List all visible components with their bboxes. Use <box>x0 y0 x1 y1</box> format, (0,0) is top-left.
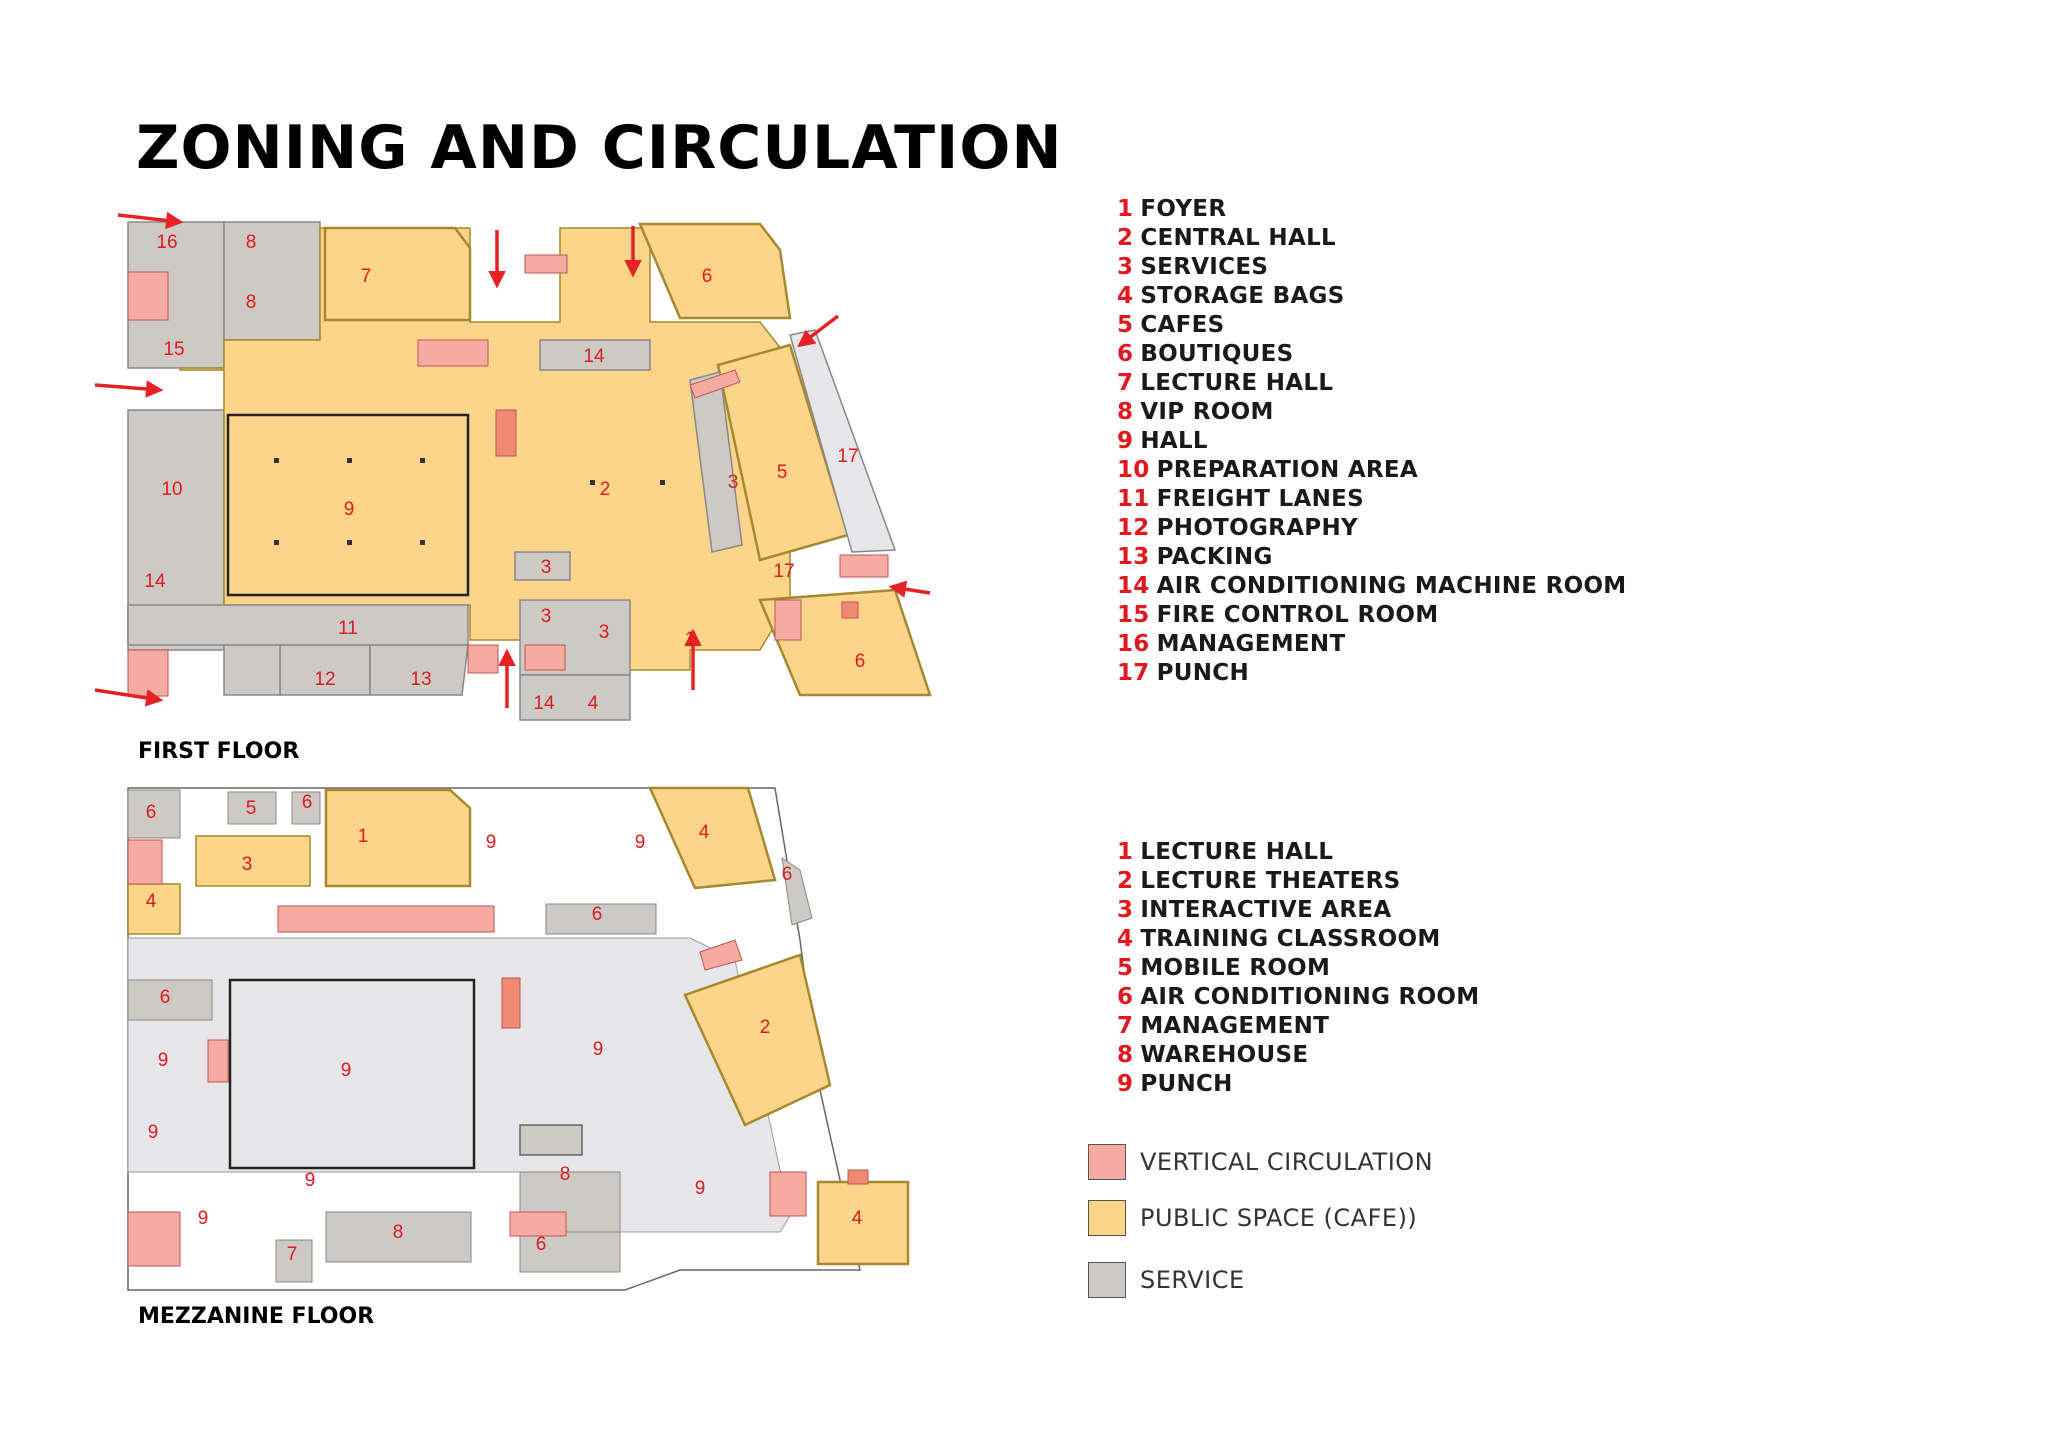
mezz-room-9-label-i: 9 <box>197 1208 209 1229</box>
legend-item <box>1117 1041 1479 1070</box>
mezzanine-floor-legend <box>1117 838 1479 1099</box>
legend-item <box>1117 311 1627 340</box>
legend-name: WAREHOUSE <box>1140 1042 1309 1068</box>
legend-number: 6 <box>1117 984 1134 1010</box>
legend-item <box>1117 369 1627 398</box>
mezz-vc-4 <box>208 1040 228 1082</box>
legend-item <box>1117 514 1627 543</box>
legend-item <box>1117 543 1627 572</box>
room-5-label: 5 <box>776 462 788 483</box>
mezz-vc-6 <box>510 1212 566 1236</box>
mezz-vc-1 <box>128 840 162 884</box>
legend-number: 14 <box>1117 573 1150 599</box>
legend-item <box>1117 983 1479 1012</box>
mezz-room-4-label-a: 4 <box>698 822 710 843</box>
mezz-room-1-label: 1 <box>357 826 369 847</box>
legend-number: 4 <box>1117 283 1134 309</box>
room-4-label: 4 <box>587 693 599 714</box>
legend-item <box>1117 340 1627 369</box>
legend-number: 12 <box>1117 515 1150 541</box>
room-12-label: 12 <box>314 669 336 690</box>
mezzanine-floor-label: MEZZANINE FLOOR <box>138 1304 375 1329</box>
legend-item <box>1117 1012 1479 1041</box>
mezz-vc-5 <box>128 1212 180 1266</box>
key-service <box>1088 1262 1245 1298</box>
legend-item <box>1117 224 1627 253</box>
legend-name: PUNCH <box>1156 660 1250 686</box>
legend-name: INTERACTIVE AREA <box>1140 897 1392 923</box>
mezz-room-6-label-a: 6 <box>145 802 157 823</box>
mezz-vc-9 <box>848 1170 868 1184</box>
legend-name: FREIGHT LANES <box>1156 486 1365 512</box>
legend-number: 11 <box>1117 486 1150 512</box>
legend-number: 16 <box>1117 631 1150 657</box>
legend-item <box>1117 659 1627 688</box>
legend-item <box>1117 896 1479 925</box>
room-2-label: 2 <box>599 479 611 500</box>
key-swatch-service <box>1088 1262 1126 1298</box>
legend-item <box>1117 195 1627 224</box>
legend-number: 5 <box>1117 312 1134 338</box>
room-16-label: 16 <box>156 232 178 253</box>
legend-number: 4 <box>1117 926 1134 952</box>
legend-name: MANAGEMENT <box>1140 1013 1330 1039</box>
legend-item <box>1117 867 1479 896</box>
legend-name: TRAINING CLASSROOM <box>1140 926 1441 952</box>
legend-name: LECTURE HALL <box>1140 370 1334 396</box>
legend-name: MANAGEMENT <box>1156 631 1346 657</box>
legend-item <box>1117 572 1627 601</box>
room-13-label: 13 <box>410 669 432 690</box>
room-8-label-a: 8 <box>245 232 257 253</box>
key-label-public: PUBLIC SPACE (CAFE)) <box>1140 1204 1418 1232</box>
legend-item <box>1117 954 1479 983</box>
room-3-label-d: 3 <box>598 622 610 643</box>
first-floor-label: FIRST FLOOR <box>138 739 300 764</box>
legend-name: LECTURE THEATERS <box>1140 868 1401 894</box>
legend-number: 2 <box>1117 225 1134 251</box>
legend-name: AIR CONDITIONING ROOM <box>1140 984 1480 1010</box>
legend-name: PREPARATION AREA <box>1156 457 1419 483</box>
legend-item <box>1117 427 1627 456</box>
legend-number: 8 <box>1117 1042 1134 1068</box>
mezz-room-6-label-d: 6 <box>591 904 603 925</box>
mezz-room-9-label-b: 9 <box>634 832 646 853</box>
legend-item <box>1117 485 1627 514</box>
first-floor-legend <box>1117 195 1627 688</box>
room-6-label-a: 6 <box>701 266 713 287</box>
legend-number: 8 <box>1117 399 1134 425</box>
legend-number: 10 <box>1117 457 1150 483</box>
legend-name: BOUTIQUES <box>1140 341 1294 367</box>
room-14-label-b: 14 <box>144 571 166 592</box>
legend-name: HALL <box>1140 428 1208 454</box>
mezz-room-6-label-f: 6 <box>535 1234 547 1255</box>
legend-item <box>1117 282 1627 311</box>
mezz-room-9-label-a: 9 <box>485 832 497 853</box>
legend-name: CENTRAL HALL <box>1140 225 1336 251</box>
key-public-space <box>1088 1200 1417 1236</box>
legend-number: 15 <box>1117 602 1150 628</box>
mezz-room-9-label-c: 9 <box>157 1050 169 1071</box>
legend-name: CAFES <box>1140 312 1225 338</box>
mezz-room-9-label-d: 9 <box>340 1060 352 1081</box>
mezz-room-2-label: 2 <box>759 1017 771 1038</box>
room-3-label-c: 3 <box>540 606 552 627</box>
legend-number: 1 <box>1117 839 1134 865</box>
room-10-label: 10 <box>161 479 183 500</box>
mezz-room-6-label-c: 6 <box>781 864 793 885</box>
room-8-label-b: 8 <box>245 292 257 313</box>
legend-number: 2 <box>1117 868 1134 894</box>
legend-name: AIR CONDITIONING MACHINE ROOM <box>1156 573 1627 599</box>
key-label-service: SERVICE <box>1140 1266 1245 1294</box>
legend-number: 3 <box>1117 897 1134 923</box>
mezz-public-lecture-hall-1 <box>326 790 470 886</box>
legend-name: SERVICES <box>1140 254 1269 280</box>
mezz-public-training-4-se <box>818 1182 908 1264</box>
mezz-vc-2 <box>278 906 494 932</box>
mezz-room-9-label-e: 9 <box>592 1039 604 1060</box>
legend-item <box>1117 398 1627 427</box>
legend-name: FIRE CONTROL ROOM <box>1156 602 1439 628</box>
legend-item <box>1117 838 1479 867</box>
mezz-room-9-label-h: 9 <box>694 1178 706 1199</box>
legend-number: 13 <box>1117 544 1150 570</box>
mezz-room-6-label-e: 6 <box>159 987 171 1008</box>
room-7-label: 7 <box>360 266 372 287</box>
key-swatch-vertical <box>1088 1144 1126 1180</box>
legend-number: 3 <box>1117 254 1134 280</box>
room-15-label: 15 <box>163 339 185 360</box>
legend-name: STORAGE BAGS <box>1140 283 1345 309</box>
legend-name: LECTURE HALL <box>1140 839 1334 865</box>
legend-item <box>1117 601 1627 630</box>
legend-number: 7 <box>1117 370 1134 396</box>
key-swatch-public <box>1088 1200 1126 1236</box>
legend-item <box>1117 456 1627 485</box>
mezz-room-9-label-f: 9 <box>147 1122 159 1143</box>
mezz-room-4-label-b: 4 <box>145 891 157 912</box>
mezz-room-8-label-a: 8 <box>559 1164 571 1185</box>
room-14-label-c: 14 <box>533 693 555 714</box>
mezz-hall-9 <box>230 980 474 1168</box>
mezz-room-7-label: 7 <box>286 1244 298 1265</box>
room-14-label-a: 14 <box>583 346 605 367</box>
legend-item <box>1117 1070 1479 1099</box>
room-3-label-a: 3 <box>727 472 739 493</box>
mezz-public-interactive-3 <box>196 836 310 886</box>
mezz-service-mid-box <box>520 1125 582 1155</box>
key-label-vertical: VERTICAL CIRCULATION <box>1140 1148 1434 1176</box>
mezz-room-3-label: 3 <box>241 854 253 875</box>
legend-number: 9 <box>1117 1071 1134 1097</box>
room-6-label-b: 6 <box>854 651 866 672</box>
legend-name: PACKING <box>1156 544 1273 570</box>
mezz-vc-3 <box>502 978 520 1028</box>
legend-number: 17 <box>1117 660 1150 686</box>
mezz-room-6-label-b: 6 <box>301 792 313 813</box>
mezz-vc-8 <box>770 1172 806 1216</box>
mezz-room-8-label-b: 8 <box>392 1222 404 1243</box>
legend-name: PHOTOGRAPHY <box>1156 515 1358 541</box>
legend-name: PUNCH <box>1140 1071 1233 1097</box>
legend-item <box>1117 253 1627 282</box>
legend-number: 7 <box>1117 1013 1134 1039</box>
room-3-label-b: 3 <box>540 557 552 578</box>
legend-item <box>1117 925 1479 954</box>
room-9-label: 9 <box>343 499 355 520</box>
legend-number: 1 <box>1117 196 1134 222</box>
legend-name: VIP ROOM <box>1140 399 1274 425</box>
room-17-label-b: 17 <box>773 561 795 582</box>
legend-number: 6 <box>1117 341 1134 367</box>
mezz-room-4-label-c: 4 <box>851 1208 863 1229</box>
legend-name: FOYER <box>1140 196 1227 222</box>
mezz-room-5-label: 5 <box>245 798 257 819</box>
mezz-room-9-label-g: 9 <box>304 1170 316 1191</box>
legend-name: MOBILE ROOM <box>1140 955 1331 981</box>
key-vertical-circulation <box>1088 1144 1433 1180</box>
room-17-label-a: 17 <box>837 446 859 467</box>
legend-number: 5 <box>1117 955 1134 981</box>
legend-number: 9 <box>1117 428 1134 454</box>
room-1-label: 1 <box>684 629 696 650</box>
room-11-label: 11 <box>338 618 358 639</box>
legend-item <box>1117 630 1627 659</box>
page-title: ZONING AND CIRCULATION <box>136 113 1063 183</box>
